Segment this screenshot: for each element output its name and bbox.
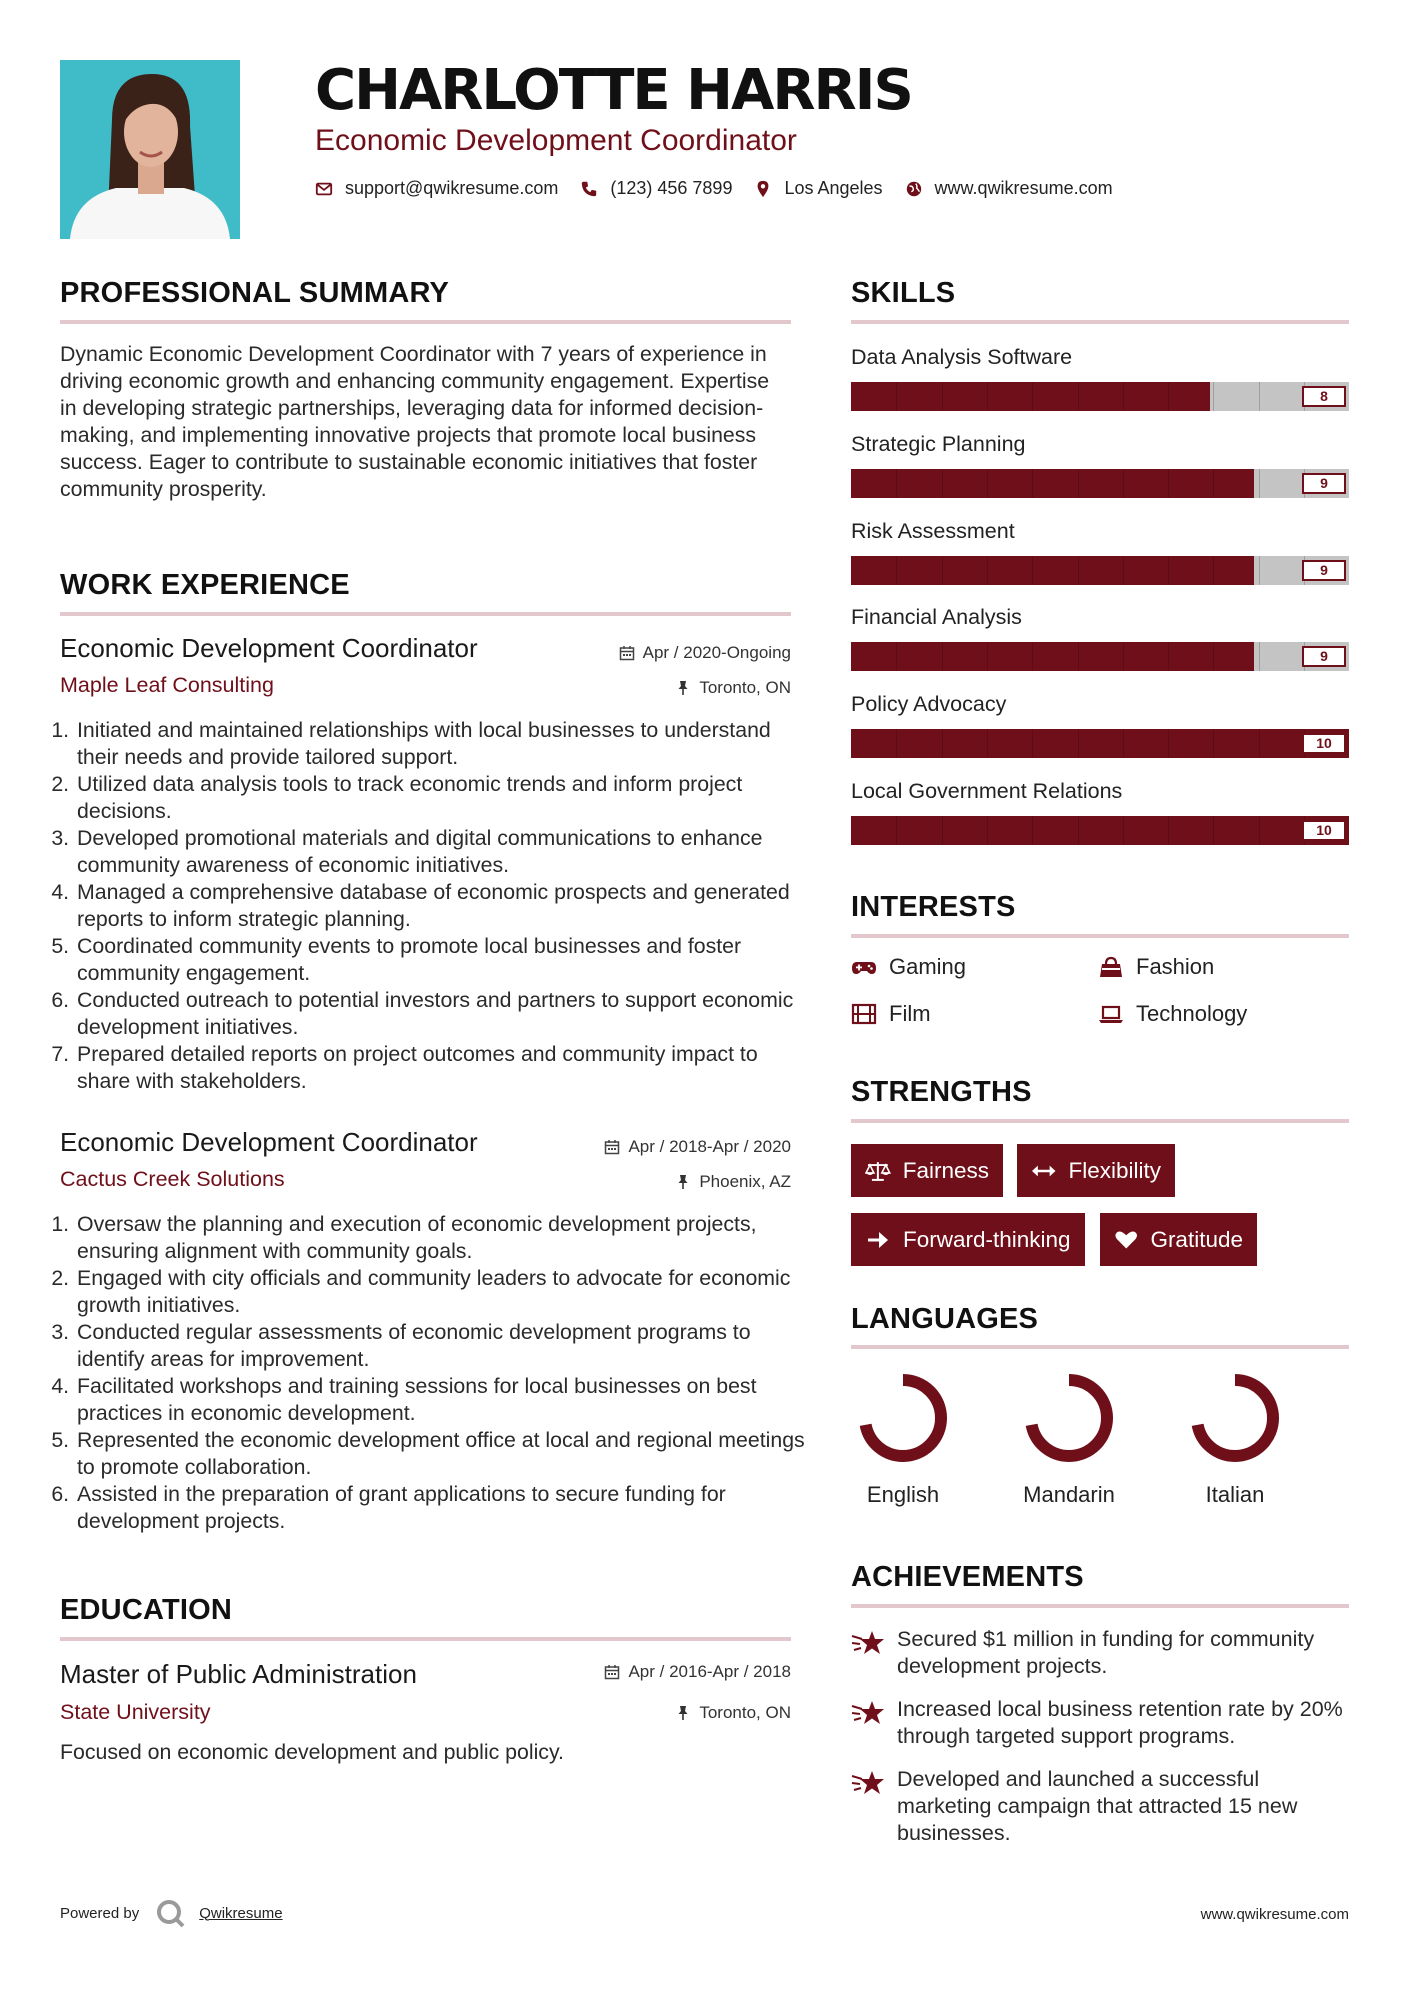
summary-divider bbox=[60, 320, 791, 324]
skill-bar-segment bbox=[1168, 469, 1169, 498]
skill-bar-segment bbox=[1078, 642, 1079, 671]
contact-phone[interactable] bbox=[580, 178, 732, 199]
strength-flexibility bbox=[1017, 1144, 1175, 1197]
job-bullets bbox=[56, 717, 810, 1095]
pushpin-icon bbox=[675, 680, 691, 696]
job-title: Economic Development Coordinator bbox=[60, 1127, 478, 1157]
achievement-item bbox=[851, 1626, 1347, 1680]
skill-bar-segment bbox=[987, 382, 988, 411]
skills-heading: SKILLS bbox=[851, 277, 956, 309]
interest-label: Gaming bbox=[889, 954, 967, 979]
skill-bar-segment bbox=[942, 642, 943, 671]
skill-bar-segment bbox=[1259, 816, 1260, 845]
language-item bbox=[999, 1372, 1139, 1508]
strength-label: Gratitude bbox=[1150, 1226, 1243, 1252]
skills-divider bbox=[851, 320, 1349, 324]
skill-bar-segment bbox=[942, 556, 943, 585]
job-bullet: 4. Facilitated workshops and training sessions for local businesses on best practices in economic development. bbox=[75, 1373, 810, 1427]
language-ring bbox=[1023, 1372, 1115, 1464]
education-divider bbox=[60, 1637, 791, 1641]
skill-bar-segment bbox=[1078, 556, 1079, 585]
pushpin-icon bbox=[675, 1705, 691, 1721]
job-bullet: 7. Prepared detailed reports on project outcomes and community impact to share with stakeholders. bbox=[75, 1041, 810, 1095]
skill-bar-segment bbox=[1168, 382, 1169, 411]
skill-value: 9 bbox=[1302, 473, 1346, 494]
strengths-heading: STRENGTHS bbox=[851, 1076, 1032, 1108]
interests-divider bbox=[851, 934, 1349, 938]
globe-icon bbox=[905, 180, 923, 198]
arrows-horizontal-icon bbox=[1031, 1160, 1056, 1182]
language-label: Italian bbox=[1205, 1482, 1265, 1507]
job-bullet: 2. Engaged with city officials and community leaders to advocate for economic growth initiatives. bbox=[75, 1265, 810, 1319]
skill-bar-segment bbox=[896, 556, 897, 585]
skill-bar-segment bbox=[1123, 642, 1124, 671]
shooting-star-icon bbox=[851, 1768, 885, 1798]
interest-film bbox=[851, 1001, 931, 1027]
languages-heading: LANGUAGES bbox=[851, 1303, 1039, 1335]
skill-bar-fill bbox=[851, 729, 1349, 758]
gamepad-icon bbox=[851, 956, 877, 978]
qwikresume-logo-icon bbox=[155, 1898, 185, 1928]
skill-label: Risk Assessment bbox=[851, 518, 1015, 543]
skill-bar bbox=[851, 729, 1349, 758]
shooting-star-icon bbox=[851, 1628, 885, 1658]
skill-label: Financial Analysis bbox=[851, 605, 1022, 630]
skill-bar-segment bbox=[1259, 469, 1260, 498]
skill-bar-segment bbox=[1032, 469, 1033, 498]
skill-value: 10 bbox=[1302, 820, 1346, 841]
skill-bar-segment bbox=[942, 469, 943, 498]
language-ring-arc bbox=[1031, 1380, 1107, 1456]
arrow-right-icon bbox=[865, 1229, 891, 1251]
phone-text: (123) 456 7899 bbox=[610, 178, 733, 198]
skill-bar-segment bbox=[1123, 469, 1124, 498]
degree-title: Master of Public Administration bbox=[60, 1659, 417, 1689]
pushpin-icon bbox=[675, 1174, 691, 1190]
skill-bar-segment bbox=[1032, 816, 1033, 845]
language-ring bbox=[857, 1372, 949, 1464]
skill-bar-segment bbox=[1078, 816, 1079, 845]
skill-bar-segment bbox=[1032, 382, 1033, 411]
skill-bar-segment bbox=[896, 816, 897, 845]
interest-label: Fashion bbox=[1136, 954, 1215, 979]
job-bullet: 6. Assisted in the preparation of grant applications to secure funding for development projects. bbox=[75, 1481, 810, 1535]
footer-powered-by bbox=[60, 1898, 283, 1928]
job-bullet: 1. Initiated and maintained relationships with local businesses to understand their needs and provide tailored support. bbox=[75, 717, 810, 771]
job-location-text: Toronto, ON bbox=[699, 678, 791, 697]
skill-value: 9 bbox=[1302, 560, 1346, 581]
summary-heading: PROFESSIONAL SUMMARY bbox=[60, 277, 450, 309]
shopping-bag-icon bbox=[1098, 956, 1124, 978]
phone-icon bbox=[580, 180, 598, 198]
candidate-role: Economic Development Coordinator bbox=[315, 124, 797, 157]
job-bullet: 4. Managed a comprehensive database of economic prospects and generated reports to inform strategic planning. bbox=[75, 879, 810, 933]
education-location-text: Toronto, ON bbox=[699, 1703, 791, 1722]
skill-bar-segment bbox=[1213, 642, 1214, 671]
heart-icon bbox=[1114, 1229, 1138, 1251]
website-text: www.qwikresume.com bbox=[934, 178, 1113, 198]
strength-label: Forward-thinking bbox=[903, 1226, 1071, 1252]
skill-bar-segment bbox=[1213, 729, 1214, 758]
skill-bar-segment bbox=[896, 729, 897, 758]
education-heading: EDUCATION bbox=[60, 1594, 233, 1626]
strength-fairness bbox=[851, 1144, 1003, 1197]
skill-bar bbox=[851, 642, 1349, 671]
person-portrait bbox=[60, 60, 240, 239]
job-dates-text: Apr / 2018-Apr / 2020 bbox=[628, 1137, 791, 1156]
skill-bar-segment bbox=[1123, 729, 1124, 758]
strength-label: Fairness bbox=[902, 1157, 989, 1183]
strength-forward-thinking bbox=[851, 1213, 1085, 1266]
envelope-icon bbox=[315, 180, 333, 198]
skill-bar-segment bbox=[942, 729, 943, 758]
interest-gaming bbox=[851, 954, 966, 980]
shooting-star-icon bbox=[851, 1698, 885, 1728]
education-description: Focused on economic development and public policy. bbox=[60, 1740, 564, 1764]
skill-bar-segment bbox=[1168, 729, 1169, 758]
email-text: support@qwikresume.com bbox=[345, 178, 559, 198]
strength-label: Flexibility bbox=[1068, 1157, 1161, 1183]
location-text: Los Angeles bbox=[784, 178, 883, 198]
skill-bar-segment bbox=[1213, 469, 1214, 498]
job-location-text: Phoenix, AZ bbox=[699, 1172, 791, 1191]
contact-bar bbox=[315, 178, 1135, 199]
job-bullet: 2. Utilized data analysis tools to track economic trends and inform project decisions. bbox=[75, 771, 810, 825]
job-dates-text: Apr / 2020-Ongoing bbox=[642, 643, 791, 662]
language-item bbox=[1165, 1372, 1305, 1508]
skill-bar bbox=[851, 556, 1349, 585]
skill-bar-fill bbox=[851, 556, 1254, 585]
skill-label: Strategic Planning bbox=[851, 431, 1026, 456]
skill-label: Policy Advocacy bbox=[851, 692, 1007, 717]
job-location bbox=[520, 678, 791, 698]
skill-bar-segment bbox=[1032, 729, 1033, 758]
skill-bar-segment bbox=[942, 382, 943, 411]
job-title: Economic Development Coordinator bbox=[60, 633, 478, 663]
contact-email[interactable] bbox=[315, 178, 558, 199]
job-dates bbox=[500, 1137, 791, 1157]
brand-link[interactable]: Qwikresume bbox=[199, 1904, 283, 1922]
skill-bar bbox=[851, 816, 1349, 845]
skill-bar-segment bbox=[1123, 816, 1124, 845]
education-dates-text: Apr / 2016-Apr / 2018 bbox=[628, 1662, 791, 1681]
skill-bar-segment bbox=[1123, 556, 1124, 585]
strength-gratitude bbox=[1100, 1213, 1257, 1266]
school-name: State University bbox=[60, 1700, 211, 1724]
job-bullets bbox=[56, 1211, 810, 1535]
job-bullet: 3. Conducted regular assessments of economic development programs to identify areas for improvement. bbox=[75, 1319, 810, 1373]
skill-label: Local Government Relations bbox=[851, 779, 1123, 803]
skill-bar-segment bbox=[1213, 816, 1214, 845]
skill-label: Data Analysis Software bbox=[851, 345, 1073, 369]
contact-website[interactable] bbox=[905, 178, 1113, 199]
language-item bbox=[833, 1372, 973, 1508]
achievement-item bbox=[851, 1696, 1347, 1750]
achievement-text: Increased local business retention rate by 20% through targeted support programs. bbox=[897, 1697, 1343, 1748]
skill-bar-segment bbox=[1259, 382, 1260, 411]
skill-bar-segment bbox=[1168, 642, 1169, 671]
summary-text: Dynamic Economic Development Coordinator with 7 years of experience in driving economic growth and enhancing community engagement. Expertise in developing strategic partnerships, leveraging data for informed decision-making, and implementing innovative projects that promote local business success. Eager to contribute to sustainable economic initiatives that foster community prosperity. bbox=[60, 342, 770, 501]
calendar-icon bbox=[604, 1139, 620, 1155]
skill-bar-segment bbox=[1259, 729, 1260, 758]
laptop-icon bbox=[1098, 1003, 1124, 1025]
skill-bar-segment bbox=[1078, 382, 1079, 411]
powered-by-label: Powered by bbox=[60, 1904, 140, 1922]
language-ring-arc bbox=[865, 1380, 941, 1456]
job-dates bbox=[520, 643, 791, 663]
interests-heading: INTERESTS bbox=[851, 891, 1016, 923]
job-bullet: 1. Oversaw the planning and execution of economic development projects, ensuring alignment with community goals. bbox=[75, 1211, 810, 1265]
skill-bar-fill bbox=[851, 469, 1254, 498]
skill-bar-segment bbox=[942, 816, 943, 845]
languages-divider bbox=[851, 1345, 1349, 1349]
job-location bbox=[520, 1172, 791, 1192]
skill-bar-segment bbox=[896, 469, 897, 498]
experience-divider bbox=[60, 612, 791, 616]
skill-bar-segment bbox=[1078, 729, 1079, 758]
education-location bbox=[520, 1703, 791, 1723]
achievements-divider bbox=[851, 1604, 1349, 1608]
skill-bar bbox=[851, 469, 1349, 498]
skill-bar-segment bbox=[1259, 642, 1260, 671]
job-bullet: 6. Conducted outreach to potential investors and partners to support economic development initiatives. bbox=[75, 987, 810, 1041]
skill-bar-segment bbox=[1168, 556, 1169, 585]
experience-heading: WORK EXPERIENCE bbox=[60, 569, 350, 601]
skill-value: 10 bbox=[1302, 733, 1346, 754]
job-company: Maple Leaf Consulting bbox=[60, 673, 274, 697]
achievements-heading: ACHIEVEMENTS bbox=[851, 1561, 1084, 1593]
skill-bar bbox=[851, 382, 1349, 411]
skill-bar-segment bbox=[1032, 556, 1033, 585]
skill-bar-segment bbox=[1078, 469, 1079, 498]
skill-bar-fill bbox=[851, 382, 1210, 411]
skill-bar-fill bbox=[851, 816, 1349, 845]
interest-label: Technology bbox=[1136, 1001, 1248, 1026]
film-icon bbox=[851, 1003, 877, 1025]
calendar-icon bbox=[619, 645, 635, 661]
education-dates bbox=[500, 1662, 791, 1682]
job-bullet: 5. Coordinated community events to promote local businesses and foster community engagement. bbox=[75, 933, 810, 987]
balance-scale-icon bbox=[865, 1160, 891, 1182]
achievement-text: Secured $1 million in funding for community development projects. bbox=[897, 1627, 1315, 1678]
skill-bar-segment bbox=[1168, 816, 1169, 845]
job-company: Cactus Creek Solutions bbox=[60, 1167, 285, 1191]
interest-label: Film bbox=[889, 1001, 931, 1026]
job-bullet: 3. Developed promotional materials and digital communications to enhance community awareness of economic initiatives. bbox=[75, 825, 810, 879]
skill-bar-segment bbox=[987, 469, 988, 498]
achievement-item bbox=[851, 1766, 1347, 1847]
skill-bar-segment bbox=[987, 816, 988, 845]
contact-location bbox=[754, 178, 882, 199]
map-marker-icon bbox=[754, 180, 772, 198]
language-ring-arc bbox=[1197, 1380, 1273, 1456]
skill-bar-segment bbox=[987, 642, 988, 671]
strengths-divider bbox=[851, 1119, 1349, 1123]
skill-value: 9 bbox=[1302, 646, 1346, 667]
candidate-name: CHARLOTTE HARRIS bbox=[315, 58, 912, 123]
skill-bar-segment bbox=[987, 556, 988, 585]
job-bullet: 5. Represented the economic development office at local and regional meetings to promote collaboration. bbox=[75, 1427, 810, 1481]
language-label: English bbox=[866, 1482, 940, 1507]
profile-photo bbox=[60, 60, 240, 239]
interest-fashion bbox=[1098, 954, 1214, 980]
achievement-text: Developed and launched a successful marketing campaign that attracted 15 new businesses. bbox=[897, 1767, 1298, 1845]
footer-website[interactable]: www.qwikresume.com bbox=[1200, 1906, 1349, 1923]
language-ring bbox=[1189, 1372, 1281, 1464]
skill-bar-fill bbox=[851, 642, 1254, 671]
skill-bar-segment bbox=[896, 382, 897, 411]
skill-bar-segment bbox=[987, 729, 988, 758]
skill-bar-segment bbox=[1259, 556, 1260, 585]
skill-value: 8 bbox=[1302, 386, 1346, 407]
language-label: Mandarin bbox=[1023, 1482, 1115, 1507]
interest-technology bbox=[1098, 1001, 1247, 1027]
skill-bar-segment bbox=[1123, 382, 1124, 411]
skill-bar-segment bbox=[1213, 556, 1214, 585]
skill-bar-segment bbox=[1213, 382, 1214, 411]
calendar-icon bbox=[604, 1664, 620, 1680]
skill-bar-segment bbox=[896, 642, 897, 671]
skill-bar-segment bbox=[1032, 642, 1033, 671]
